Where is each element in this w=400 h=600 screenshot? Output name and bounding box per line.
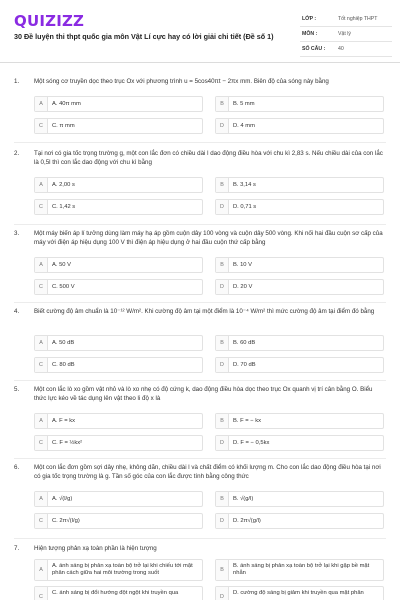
question-text: Hiện tượng phản xạ toàn phần là hiện tượng (34, 545, 157, 552)
question-6 (14, 464, 388, 534)
option-b[interactable] (215, 96, 384, 112)
option-d[interactable] (215, 279, 384, 295)
option-letter: C (35, 280, 48, 294)
option-letter: B (216, 336, 229, 350)
option-a[interactable] (34, 559, 203, 581)
question-text: Một sóng cơ truyền dọc theo trục Ox với phương trình u = 5cos40πt − 2πx mm. Biên độ của sóng này bằng (34, 78, 329, 85)
question-number: 2. (14, 150, 20, 157)
option-a[interactable] (34, 177, 203, 193)
option-b[interactable] (215, 335, 384, 351)
option-b[interactable] (215, 559, 384, 581)
meta-value: Tốt nghiệp THPT (338, 16, 378, 22)
option-text: A. √(l/g) (52, 496, 73, 502)
option-text: B. 60 dB (233, 340, 256, 346)
option-letter: D (216, 436, 229, 450)
question-text: Một con lắc lò xo gồm vật nhỏ và lò xo nhẹ có độ cứng k, dao động điều hòa dọc theo trục Ox quanh vị trí cân bằng O. Biểu thức lực kéo về tác dụng lên vật theo li độ x là (34, 386, 373, 402)
option-letter: C (35, 200, 48, 214)
option-text: D. 2π√(g/l) (233, 518, 261, 524)
meta-row-grade (300, 12, 392, 27)
option-text: A. 50 dB (52, 340, 75, 346)
divider (14, 142, 386, 143)
option-c[interactable] (34, 279, 203, 295)
option-text: A. F = kx (52, 418, 76, 424)
option-a[interactable] (34, 413, 203, 429)
option-text: B. ánh sáng bị phản xạ toàn bộ trở lại khi gặp bề mặt nhẵn (233, 563, 370, 576)
option-text: B. F = − kx (233, 418, 262, 424)
option-text: C. ánh sáng bị đổi hướng đột ngột khi truyền qua (52, 590, 179, 596)
option-letter: D (216, 119, 229, 133)
option-text: B. √(g/l) (233, 496, 254, 502)
question-1 (14, 78, 388, 138)
option-text: D. F = − 0,5kx (233, 440, 270, 446)
option-letter: B (216, 97, 229, 111)
option-text: D. 0,71 s (233, 204, 257, 210)
divider (14, 302, 386, 303)
worksheet-header (0, 0, 400, 63)
meta-key: MÔN : (302, 31, 318, 37)
option-letter: C (35, 436, 48, 450)
divider (14, 458, 386, 459)
question-5 (14, 386, 388, 456)
option-letter: D (216, 587, 229, 600)
option-d[interactable] (215, 199, 384, 215)
meta-value: Vật lý (338, 31, 351, 37)
question-4 (14, 308, 388, 378)
divider (14, 538, 386, 539)
option-d[interactable] (215, 513, 384, 529)
option-c[interactable] (34, 586, 203, 600)
option-letter: C (35, 119, 48, 133)
meta-key: SỐ CÂU : (302, 46, 326, 52)
option-letter: B (216, 414, 229, 428)
question-number: 5. (14, 386, 20, 393)
option-text: C. π mm (52, 123, 75, 129)
question-7 (14, 545, 388, 600)
option-text: B. 3,14 s (233, 182, 256, 188)
option-letter: C (35, 514, 48, 528)
question-number: 4. (14, 308, 20, 315)
option-letter: D (216, 280, 229, 294)
option-letter: A (35, 414, 48, 428)
option-text: A. ánh sáng bị phản xạ toàn bộ trở lại khi chiếu tới mặt phân cách giữa hai môi trường trong suốt (52, 563, 193, 576)
question-text: Biết cường độ âm chuẩn là 10⁻¹² W/m². Khi cường độ âm tại một điểm là 10⁻⁴ W/m² thì mức cường độ âm tại điểm đó bằng (34, 308, 375, 315)
option-text: B. 5 mm (233, 101, 255, 107)
option-text: D. 20 V (233, 284, 253, 290)
question-number: 1. (14, 78, 20, 85)
option-b[interactable] (215, 491, 384, 507)
option-text: A. 2,00 s (52, 182, 75, 188)
option-text: D. cường độ sáng bị giảm khi truyền qua mặt phân (233, 590, 364, 596)
option-letter: D (216, 358, 229, 372)
option-letter: B (216, 258, 229, 272)
option-letter: C (35, 358, 48, 372)
option-text: B. 10 V (233, 262, 253, 268)
option-letter: A (35, 97, 48, 111)
option-text: A. 40π mm (52, 101, 81, 107)
question-number: 3. (14, 230, 20, 237)
option-text: D. 4 mm (233, 123, 255, 129)
option-letter: D (216, 200, 229, 214)
option-b[interactable] (215, 413, 384, 429)
option-letter: C (35, 587, 48, 600)
option-text: D. 70 dB (233, 362, 256, 368)
question-3 (14, 230, 388, 300)
option-b[interactable] (215, 257, 384, 273)
meta-table (300, 12, 392, 57)
meta-row-subject (300, 27, 392, 42)
divider (14, 380, 386, 381)
option-letter: A (35, 560, 48, 580)
option-text: C. F = ½kx² (52, 440, 83, 446)
option-d[interactable] (215, 435, 384, 451)
question-text: Một máy biến áp lí tưởng dùng làm máy hạ áp gồm cuộn dây 100 vòng và cuộn dây 500 vòng. Khi nối hai đầu cuộn sơ cấp của máy với điện áp hiệu dụng 100 V thì điện áp hiệu dụng ở hai đầu cuộn thứ cấp bằng (34, 230, 383, 246)
option-letter: D (216, 514, 229, 528)
option-text: C. 500 V (52, 284, 75, 290)
option-letter: A (35, 336, 48, 350)
option-a[interactable] (34, 96, 203, 112)
worksheet-title: 30 Đề luyện thi thpt quốc gia môn Vật Lí cực hay có lời giải chi tiết (Đề số 1) (14, 32, 274, 41)
option-c[interactable] (34, 435, 203, 451)
question-text: Một con lắc đơn gồm sợi dây nhẹ, không dãn, chiều dài l và chất điểm có khối lượng m. Cho con lắc dao động điều hòa tại nơi có gia tốc trọng trường là g. Tần số góc của con lắc được tính bằng công thức (34, 464, 381, 480)
option-c[interactable] (34, 199, 203, 215)
option-letter: B (216, 178, 229, 192)
option-a[interactable] (34, 491, 203, 507)
option-text: A. 50 V (52, 262, 72, 268)
question-number: 6. (14, 464, 20, 471)
option-d[interactable] (215, 357, 384, 373)
quizizz-logo: QUIZIZZ (14, 12, 85, 30)
option-d[interactable] (215, 118, 384, 134)
question-number: 7. (14, 545, 20, 552)
option-letter: A (35, 178, 48, 192)
option-c[interactable] (34, 513, 203, 529)
option-letter: A (35, 492, 48, 506)
option-text: C. 2π√(l/g) (52, 518, 80, 524)
meta-row-count (300, 42, 392, 57)
option-c[interactable] (34, 357, 203, 373)
option-b[interactable] (215, 177, 384, 193)
divider (14, 224, 386, 225)
question-2 (14, 150, 388, 220)
question-text: Tại nơi có gia tốc trọng trường g, một con lắc đơn có chiều dài l dao động điều hòa với chu kì 2,83 s. Nếu chiều dài của con lắc là 0,5l thì con lắc dao động với chu kì bằng (34, 150, 383, 166)
option-c[interactable] (34, 118, 203, 134)
meta-key: LỚP : (302, 16, 317, 22)
option-letter: A (35, 258, 48, 272)
meta-value: 40 (338, 46, 344, 52)
option-letter: B (216, 492, 229, 506)
option-text: C. 1,42 s (52, 204, 76, 210)
option-a[interactable] (34, 257, 203, 273)
option-text: C. 80 dB (52, 362, 75, 368)
option-d[interactable] (215, 586, 384, 600)
option-a[interactable] (34, 335, 203, 351)
option-letter: B (216, 560, 229, 580)
